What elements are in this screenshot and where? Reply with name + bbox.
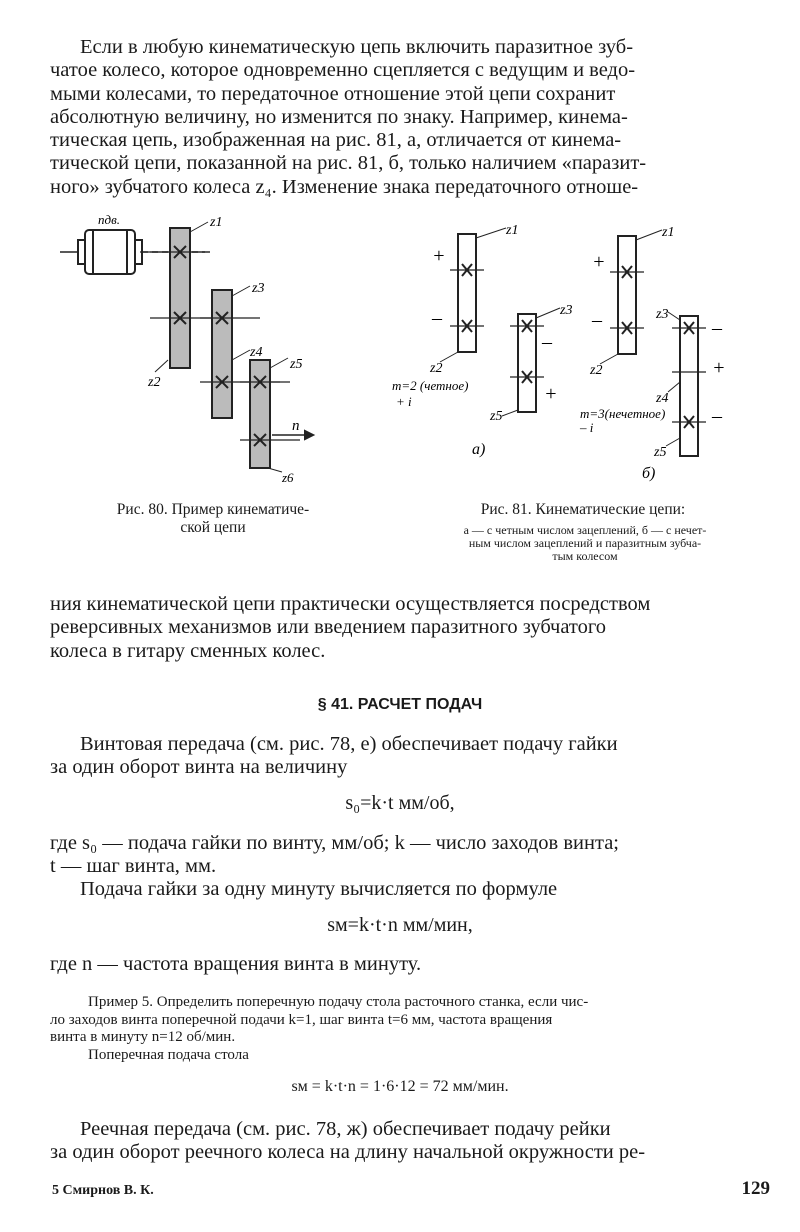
paragraph-n-definition [50, 953, 762, 976]
caption-line: тым колесом [552, 549, 618, 563]
text-line: Винтовая передача (см. рис. 78, е) обеспечивает подачу гайки [80, 733, 618, 755]
example-line: винта в минуту n=12 об/мин. [50, 1029, 236, 1045]
figure-81-kinematic-chains [392, 222, 750, 492]
caption-line: ской цепи [180, 519, 246, 536]
sign: + [544, 383, 558, 405]
label-z3: z3 [252, 281, 265, 296]
label-b-z2: z2 [590, 363, 603, 378]
example-5 [50, 994, 766, 1064]
sign: – [432, 307, 442, 329]
text-line: чатое колесо, которое одновременно сцепляется с ведущим и ведо- [50, 59, 636, 82]
text-line: за один оборот винта на величину [50, 756, 348, 779]
figure-81-caption-title [388, 501, 778, 519]
label-a-m: m=2 (четное) [392, 378, 469, 393]
example-line: Поперечная подача стола [88, 1046, 249, 1063]
text-line: Подача гайки за одну минуту вычисляется по формуле [80, 878, 558, 900]
sign: + [712, 357, 726, 379]
text-line: реверсивных механизмов или введением паразитного зубчатого [50, 616, 607, 639]
text-line: ного» зубчатого колеса z₄. Изменение знака передаточного отноше- [50, 175, 639, 198]
sign: – [712, 317, 722, 339]
paragraph-reversing [50, 593, 762, 663]
example-line: Пример 5. Определить поперечную подачу стола расточного станка, если чис- [88, 994, 589, 1010]
formula-s0: s₀=k·t мм/об, [345, 792, 455, 814]
paragraph-rack-drive [50, 1118, 762, 1165]
sign: + [592, 251, 606, 273]
label-b-letter: б) [642, 465, 656, 482]
formula-example: sм = k·t·n = 1·6·12 = 72 мм/мин. [291, 1078, 509, 1095]
figure-80-caption [78, 501, 348, 537]
text-line: абсолютную величину, но изменится по знаку. Например, кинема- [50, 105, 628, 128]
label-z6: z6 [282, 470, 294, 485]
label-z1: z1 [210, 215, 223, 230]
text-line: где n — частота вращения винта в минуту. [50, 953, 422, 975]
label-b-z3: z3 [656, 307, 669, 322]
text-line: за один оборот реечного колеса на длину начальной окружности ре- [50, 1141, 646, 1164]
label-z5: z5 [290, 357, 303, 372]
paragraph-intro [50, 36, 762, 199]
text-line: ния кинематической цепи практически осуществляется посредством [50, 593, 651, 615]
label-b-z4: z4 [656, 391, 669, 406]
caption-line: а — с четным числом зацеплений, б — с нечет- [463, 523, 707, 537]
text-line: тическая цепь, изображенная на рис. 81, а, отличается от кинема- [50, 129, 622, 152]
footer-author: 5 Смирнов В. К. [52, 1183, 154, 1198]
caption-line: Рис. 80. Пример кинематиче- [116, 501, 310, 518]
caption-line: ным числом зацеплений и паразитным зубча- [468, 536, 702, 550]
label-b-z5: z5 [654, 445, 667, 460]
label-ndv: nдв. [98, 212, 120, 227]
sign: – [712, 405, 722, 427]
label-b-z1: z1 [662, 225, 675, 240]
text-line: где s₀ — подача гайки по винту, мм/об; k — число заходов винта; [50, 832, 619, 854]
label-a-z3: z3 [560, 303, 573, 318]
sign: – [592, 309, 602, 331]
section-heading: § 41. РАСЧЕТ ПОДАЧ [317, 696, 483, 713]
text-line: Реечная передача (см. рис. 78, ж) обеспечивает подачу рейки [80, 1118, 611, 1140]
page-number: 129 [741, 1178, 770, 1199]
text-line: тической цепи, показанной на рис. 81, б, только наличием «паразит- [50, 152, 647, 175]
label-a-letter: а) [472, 441, 486, 458]
figure-80-kinematic-chain [60, 210, 340, 500]
text-line: Если в любую кинематическую цепь включить паразитное зуб- [80, 36, 634, 58]
label-a-z5: z5 [490, 409, 503, 424]
paragraph-screw-drive [50, 733, 762, 780]
caption-title: Рис. 81. Кинематические цепи: [480, 501, 686, 518]
sign: – [542, 331, 552, 353]
example-line: ло заходов винта поперечной подачи k=1, шаг винта t=6 мм, частота вращения [50, 1011, 553, 1028]
label-b-m: m=3(нечетное) [580, 406, 666, 421]
figure-81-caption-sub [380, 524, 790, 563]
label-b-i: – i [580, 420, 594, 435]
formula-sm: sм=k·t·n мм/мин, [327, 914, 473, 936]
text-line: t — шаг винта, мм. [50, 855, 217, 878]
label-a-z2: z2 [430, 361, 443, 376]
label-a-i: + i [396, 394, 412, 409]
label-a-z1: z1 [506, 223, 519, 238]
label-n: n [292, 418, 300, 434]
text-line: колеса в гитару сменных колес. [50, 639, 326, 662]
label-z2: z2 [148, 375, 161, 390]
paragraph-definitions [50, 832, 762, 879]
label-z4: z4 [250, 345, 263, 360]
paragraph-minute-feed [50, 878, 762, 901]
sign: + [432, 245, 446, 267]
text-line: мыми колесами, то передаточное отношение этой цепи сохранит [50, 82, 616, 105]
